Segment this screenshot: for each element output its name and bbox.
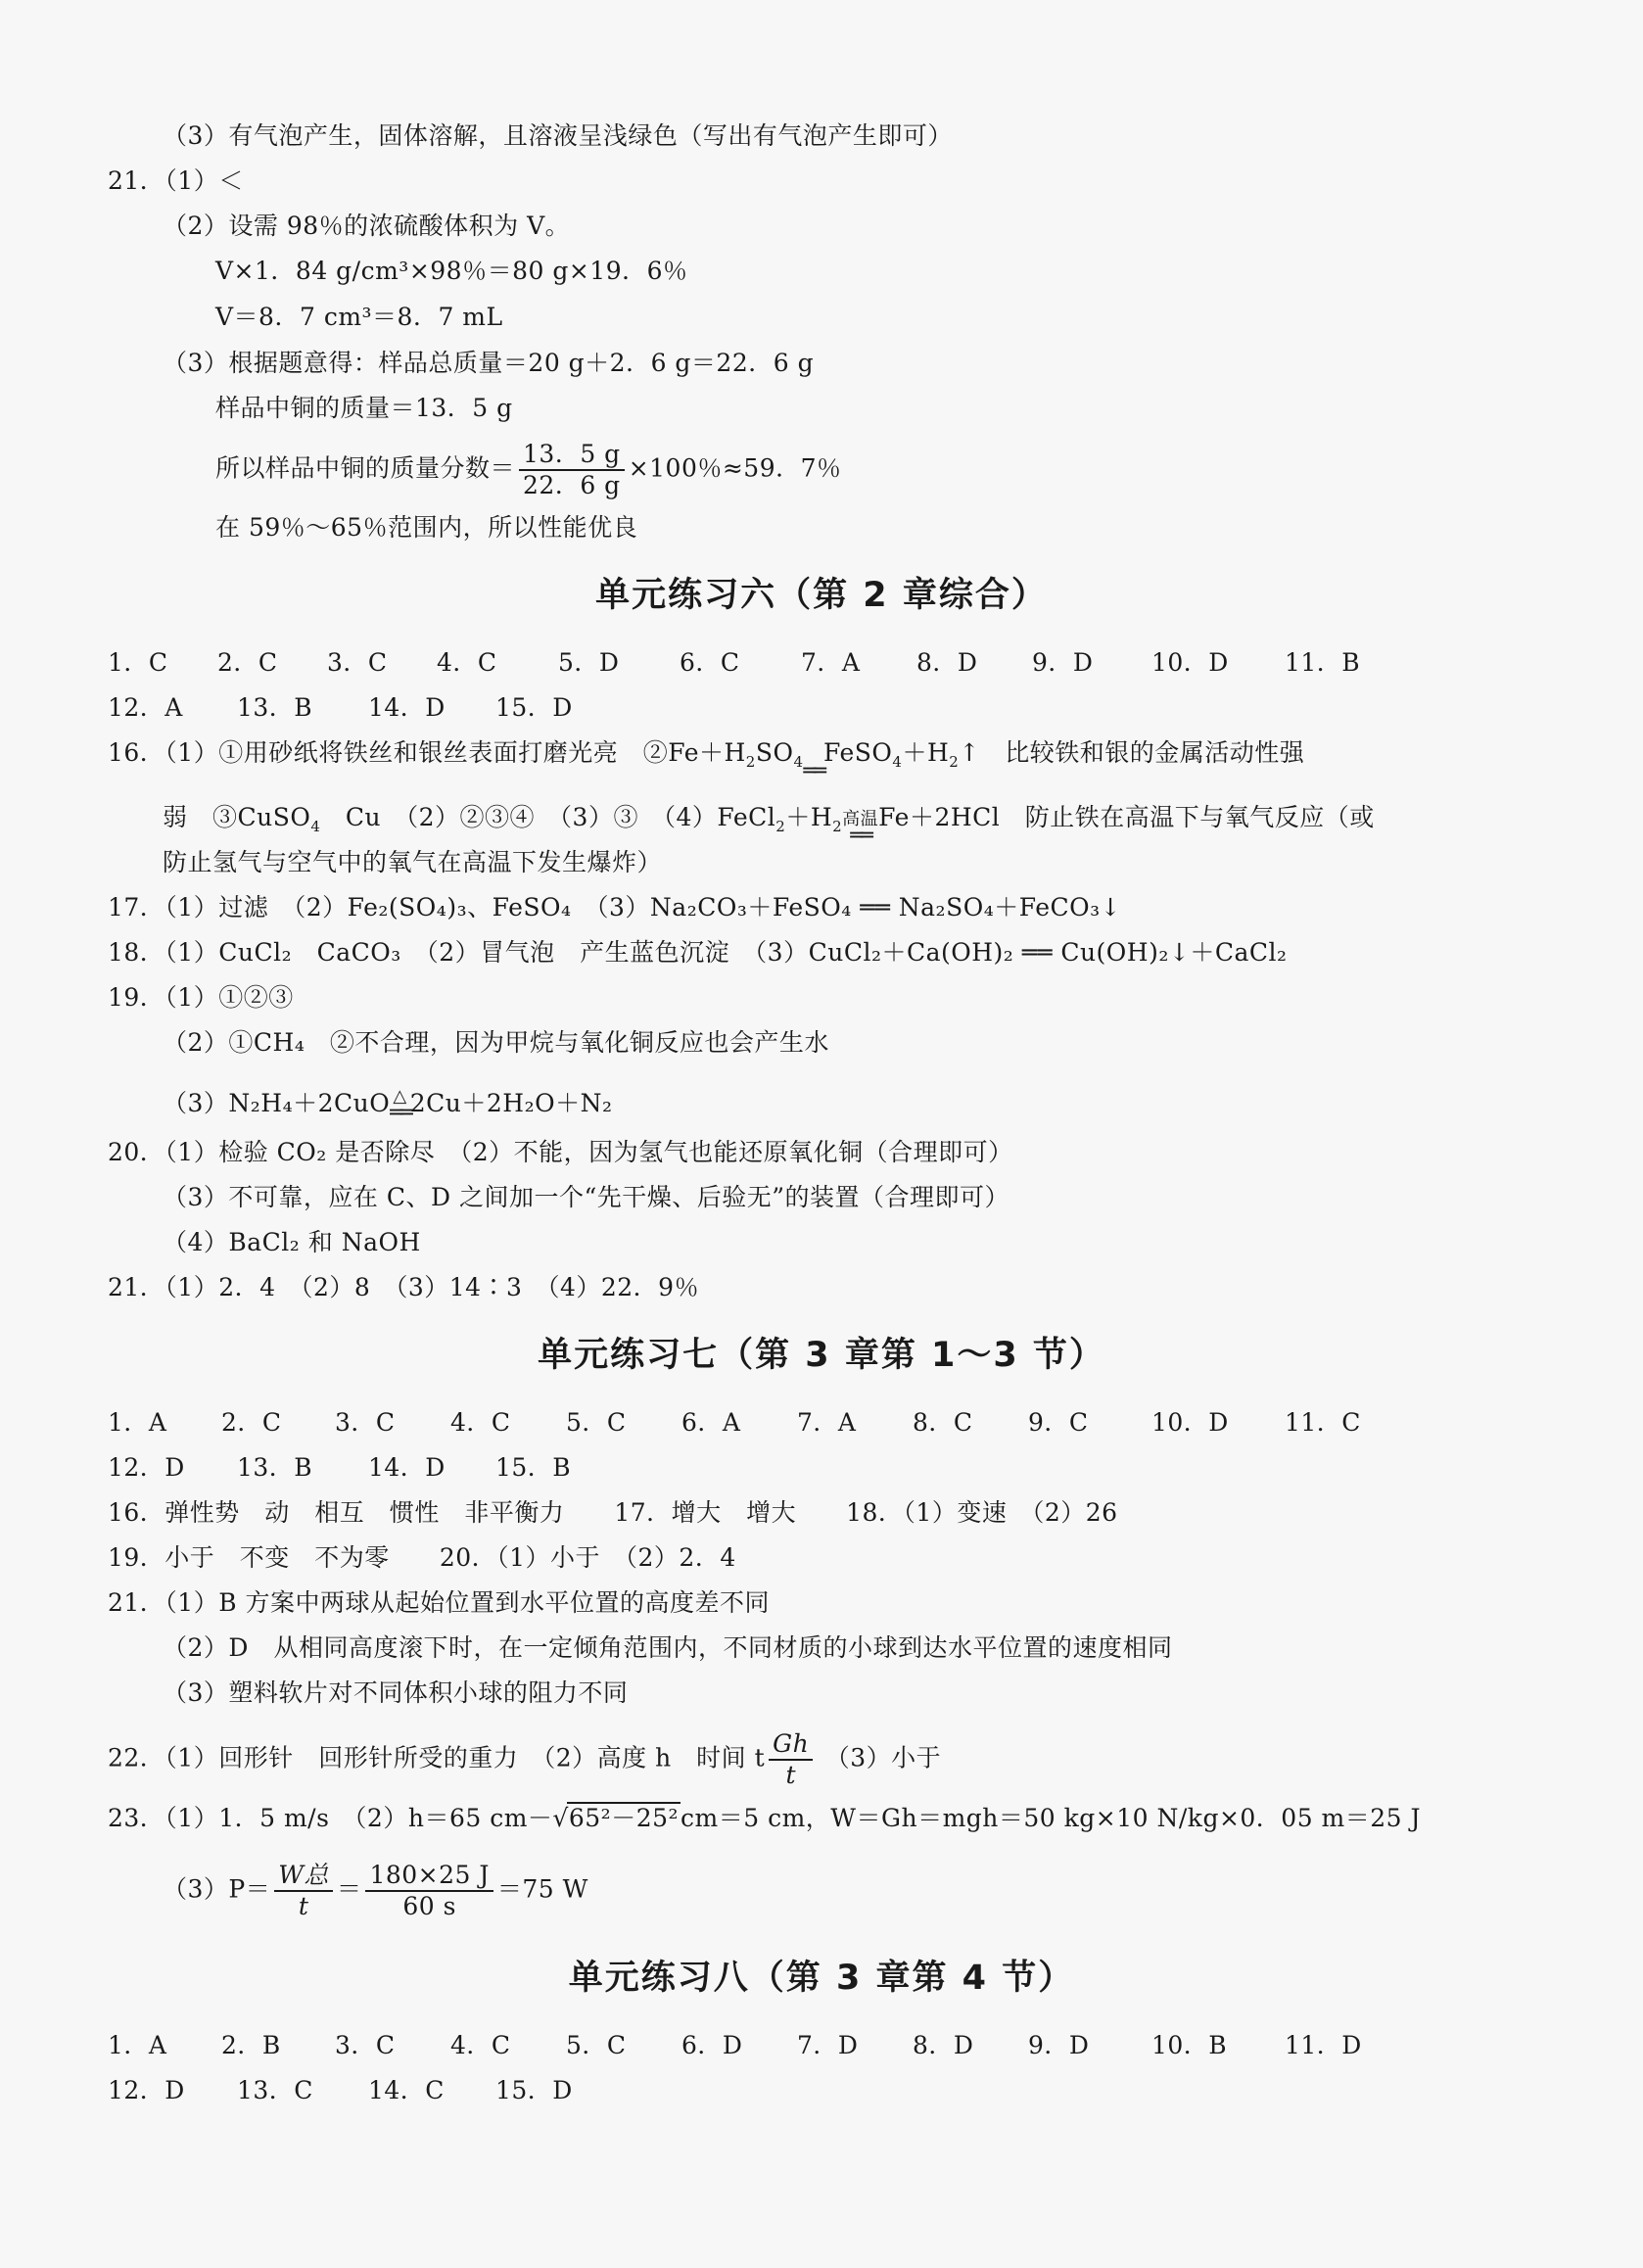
choice-answer: 2．C bbox=[217, 648, 278, 677]
choice-answer: 9．D bbox=[1028, 2031, 1090, 2059]
choice-row bbox=[108, 2074, 573, 2107]
choice-answer: 5．D bbox=[558, 648, 620, 677]
answer-line: 防止氢气与空气中的氧气在高温下发生爆炸） bbox=[163, 848, 663, 876]
numerator: W总 bbox=[274, 1861, 333, 1892]
choice-answer: 9．C bbox=[1028, 1408, 1089, 1437]
answer-line: V×1．84 g/cm³×98％＝80 g×19．6％ bbox=[215, 257, 688, 285]
answer-line: 19．小于 不变 不为零 20．（1）小于 （2）2．4 bbox=[108, 1543, 736, 1572]
choice-answer: 6．D bbox=[681, 2031, 743, 2059]
answer-line: 21．（1）2．4 （2）8 （3）14∶3 （4）22．9％ bbox=[108, 1273, 700, 1301]
answer-line: 18．（1）CuCl₂ CaCO₃ （2）冒气泡 产生蓝色沉淀 （3）CuCl₂＋Ca(OH)₂ ══ Cu(OH)₂↓＋CaCl₂ bbox=[108, 938, 1288, 967]
choice-answer: 2．C bbox=[221, 1408, 282, 1437]
fraction bbox=[519, 440, 625, 500]
choice-answer: 3．C bbox=[335, 1408, 396, 1437]
denominator: t bbox=[785, 1761, 796, 1789]
text: ×100％≈59．7％ bbox=[628, 453, 842, 483]
numerator: 180×25 J bbox=[365, 1861, 493, 1892]
choice-answer: 12．A bbox=[108, 693, 183, 722]
choice-answer: 3．C bbox=[327, 648, 388, 677]
choice-row bbox=[108, 646, 1360, 680]
text: Fe＋2HCl 防止铁在高温下与氧气反应（或 bbox=[878, 803, 1375, 831]
choice-answer: 10．D bbox=[1151, 648, 1229, 677]
answer-line: （4）BaCl₂ 和 NaOH bbox=[163, 1228, 421, 1256]
answer-line-fraction: （3）P＝ $\frac{\text{W总}}{t}$ ＝ $\frac{180\times 25 J}{60 s}$ ＝75 W bbox=[163, 1861, 588, 1920]
choice-answer: 8．C bbox=[913, 1408, 973, 1437]
choice-answer: 4．C bbox=[450, 2031, 511, 2059]
answer-line: 16．弹性势 动 相互 惯性 非平衡力 17．增大 增大 18．（1）变速 （2）26 bbox=[108, 1498, 1118, 1527]
choice-row bbox=[108, 691, 573, 725]
choice-answer: 4．C bbox=[450, 1408, 511, 1437]
choice-answer: 5．C bbox=[566, 2031, 627, 2059]
answer-line: （3）根据题意得：样品总质量＝20 g＋2．6 g＝22．6 g bbox=[163, 349, 815, 377]
answer-line: （2）设需 98％的浓硫酸体积为 V。 bbox=[163, 212, 571, 240]
sqrt-icon: √ bbox=[552, 1804, 569, 1832]
choice-answer: 1．C bbox=[108, 648, 168, 677]
choice-answer: 14．D bbox=[368, 693, 446, 722]
choice-answer: 6．A bbox=[681, 1408, 741, 1437]
fraction bbox=[365, 1861, 493, 1921]
choice-answer: 8．D bbox=[916, 648, 978, 677]
choice-answer: 14．D bbox=[368, 1453, 446, 1482]
answer-line bbox=[163, 1086, 613, 1125]
answer-line: 17．（1）过滤 （2）Fe₂(SO₄)₃、FeSO₄ （3）Na₂CO₃＋FeSO₄ ══ Na₂SO₄＋FeCO₃↓ bbox=[108, 893, 1122, 921]
choice-row bbox=[108, 1406, 1361, 1440]
equals: ══ bbox=[803, 759, 824, 783]
choice-answer: 3．C bbox=[335, 2031, 396, 2059]
choice-answer: 11．B bbox=[1285, 648, 1361, 677]
choice-answer: 7．A bbox=[797, 1408, 857, 1437]
answer-line: 弱 ③CuSO$_4$ Cu （2）②③④ （3）③ $(4)FeCl_2+H_2$ 高温 ══ Fe＋2HCl 防止铁在高温下与氧气反应（或 bbox=[163, 803, 1375, 848]
text: cm＝5 cm，W＝Gh＝mgh＝50 kg×10 N/kg×0．05 m＝25 J bbox=[681, 1804, 1422, 1832]
answer-line: 20．（1）检验 CO₂ 是否除尽 （2）不能，因为氢气也能还原氧化铜（合理即可） bbox=[108, 1138, 1013, 1166]
text: 所以样品中铜的质量分数＝ bbox=[215, 453, 516, 483]
choice-answer: 15．B bbox=[495, 1453, 572, 1482]
numerator: Gh bbox=[769, 1729, 813, 1761]
text: （3）小于 bbox=[824, 1743, 942, 1772]
choice-answer: 15．D bbox=[495, 693, 573, 722]
choice-answer: 12．D bbox=[108, 2076, 185, 2104]
section-title: 单元练习六（第 2 章综合） bbox=[595, 576, 1048, 615]
text: ↑ 比较铁和银的金属活动性强 bbox=[959, 738, 1305, 767]
choice-answer: 9．D bbox=[1032, 648, 1094, 677]
answer-line: 19．（1）①②③ bbox=[108, 983, 294, 1012]
text: （3）N₂H₄＋2CuO bbox=[163, 1089, 391, 1117]
text: 22．（1）回形针 回形针所受的重力 （2）高度 h 时间 t bbox=[108, 1743, 766, 1772]
text: 16．（1）①用砂纸将铁丝和银丝表面打磨光亮 ②Fe＋H bbox=[108, 738, 746, 767]
answer-line-fraction bbox=[108, 1729, 941, 1790]
text: 2Cu＋2H₂O＋N₂ bbox=[409, 1089, 613, 1117]
choice-answer: 12．D bbox=[108, 1453, 185, 1482]
choice-answer: 15．D bbox=[495, 2076, 573, 2104]
text: 弱 ③CuSO bbox=[163, 803, 311, 831]
answer-line bbox=[108, 1802, 1421, 1835]
choice-answer: 11．C bbox=[1285, 1408, 1361, 1437]
fraction bbox=[769, 1729, 813, 1790]
choice-answer: 10．D bbox=[1151, 1408, 1229, 1437]
answer-line: 21．（1）＜ bbox=[108, 166, 244, 195]
numerator: 13．5 g bbox=[519, 440, 625, 471]
answer-line: （3）塑料软片对不同体积小球的阻力不同 bbox=[163, 1678, 629, 1707]
choice-answer: 8．D bbox=[913, 2031, 974, 2059]
choice-answer: 1．A bbox=[108, 2031, 167, 2059]
choice-answer: 11．D bbox=[1285, 2031, 1362, 2059]
choice-row bbox=[108, 2029, 1362, 2062]
answer-line: 21．（1）B 方案中两球从起始位置到水平位置的高度差不同 bbox=[108, 1588, 771, 1617]
denominator: 22．6 g bbox=[523, 471, 621, 499]
text: Cu （2）②③④ （3）③ （4）FeCl bbox=[320, 803, 776, 831]
choice-answer: 10．B bbox=[1151, 2031, 1228, 2059]
choice-answer: 4．C bbox=[437, 648, 497, 677]
choice-answer: 7．A bbox=[801, 648, 861, 677]
choice-answer: 13．B bbox=[237, 693, 313, 722]
denominator: 60 s bbox=[402, 1892, 456, 1920]
choice-answer: 14．C bbox=[368, 2076, 445, 2104]
answer-line: 样品中铜的质量＝13．5 g bbox=[215, 394, 513, 422]
choice-answer: 6．C bbox=[680, 648, 740, 677]
reaction-condition: △ ══ bbox=[390, 1086, 410, 1125]
choice-row bbox=[108, 1451, 571, 1485]
section-title: 单元练习七（第 3 章第 1～3 节） bbox=[538, 1336, 1105, 1375]
choice-answer: 13．B bbox=[237, 1453, 313, 1482]
choice-answer: 7．D bbox=[797, 2031, 859, 2059]
choice-answer: 2．B bbox=[221, 2031, 281, 2059]
answer-line-fraction bbox=[215, 440, 842, 500]
text: ＝75 W bbox=[496, 1874, 588, 1904]
choice-answer: 13．C bbox=[237, 2076, 313, 2104]
answer-line: （3）有气泡产生，固体溶解，且溶液呈浅绿色（写出有气泡产生即可） bbox=[163, 121, 953, 150]
section-title: 单元练习八（第 3 章第 4 节） bbox=[568, 1959, 1075, 1998]
answer-line: 在 59％～65％范围内，所以性能优良 bbox=[215, 513, 638, 542]
choice-answer: 1．A bbox=[108, 1408, 167, 1437]
answer-line: （2）①CH₄ ②不合理，因为甲烷与氧化铜反应也会产生水 bbox=[163, 1028, 829, 1057]
answer-line: （3）不可靠，应在 C、D 之间加一个“先干燥、后验无”的装置（合理即可） bbox=[163, 1183, 1010, 1211]
fraction bbox=[274, 1861, 333, 1921]
radicand: 65²－25² bbox=[568, 1804, 680, 1832]
text: （3）P＝ bbox=[163, 1874, 271, 1904]
answer-line: V＝8．7 cm³＝8．7 mL bbox=[215, 303, 503, 331]
reaction-condition: 高温 ══ bbox=[842, 809, 879, 848]
denominator: t bbox=[298, 1892, 309, 1920]
choice-answer: 5．C bbox=[566, 1408, 627, 1437]
answer-line: 16．（1）①用砂纸将铁丝和银丝表面打磨光亮 $②Fe+H_2SO_4$ ══ $FeSO_4+H_2↑$ 比较铁和银的金属活动性强 bbox=[108, 738, 1305, 783]
text: 23．（1）1．5 m/s （2）h＝65 cm－ bbox=[108, 1804, 553, 1832]
answer-line: （2）D 从相同高度滚下时，在一定倾角范围内，不同材质的小球到达水平位置的速度相同 bbox=[163, 1633, 1173, 1662]
